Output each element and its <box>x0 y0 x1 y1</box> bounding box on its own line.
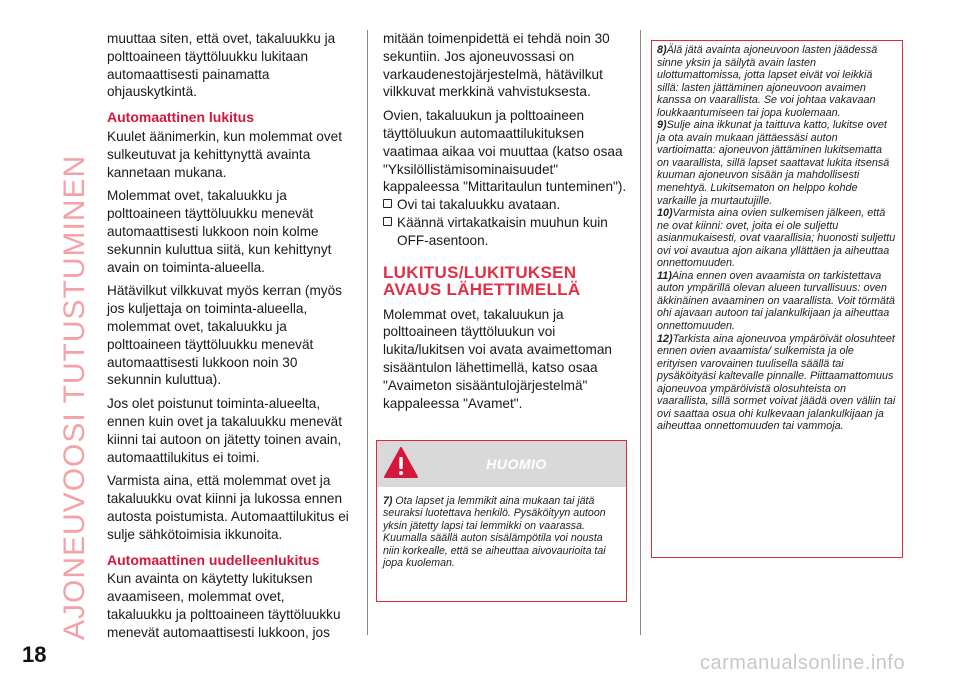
warning-number: 7) <box>383 495 393 507</box>
side-section-title-text: AJONEUVOOSI TUTUSTUMINEN <box>58 154 91 640</box>
warning-body: Ota lapset ja lemmikit aina mukaan tai jätä seuraksi luotettava henkilö. Pysäköityyn autoon yksin jätetty lapsi tai lemmikki on vaarassa. Kuumalla säällä auton sisälämpötila voi nousta niin korkealle, että se aiheuttaa aivovaurioita tai jopa kuoleman. <box>383 495 606 570</box>
text-column-2 <box>383 30 628 418</box>
subheading-automatic-relocking: Automaattinen uudelleenlukitus <box>107 551 320 568</box>
note-number: 9) <box>657 119 667 132</box>
warning-heading: HUOMIO <box>486 456 547 472</box>
note-text: Varmista aina ovien sulkemisen jälkeen, että ne ovat kiinni: ovet, joita ei ole suljettu asianmukaisesti, ovat vaarallisia; huonosti suljettu ovi voi avautua ajon aikana yllättäen ja aiheuttaa onnettomuuden. <box>657 207 896 270</box>
note-text: Sulje aina ikkunat ja taittuva katto, lukitse ovet ja ota avain mukaan jättäessäsi auton vartioimatta: ajoneuvon jättäminen lukitsematta on vaarallista, sillä lapset saattavat lukita itsensä kuuman ajoneuvon sisään ja mahdollisesti menehtyä. Lukitsematon on helppo kohde varkaille ja murtautujille. <box>657 119 890 207</box>
section-title-remote-locking: LUKITUS/LUKITUKSEN AVAUS LÄHETTIMELLÄ <box>383 262 581 299</box>
checkbox-bullet-icon <box>383 199 392 208</box>
note-item <box>657 119 897 207</box>
paragraph: Hätävilkut vilkkuvat myös kerran (myös jos kuljettaja on toiminta-alueella, molemmat ovet, takaluukku ja polttoaineen täyttöluukku menevät automaattisesti lukkoon noin 30 sekunnin kuluttua). <box>107 283 342 388</box>
note-item <box>657 44 897 119</box>
paragraph: Kun avainta on käytetty lukituksen avaamiseen, molemmat ovet, takaluukku ja polttoaineen täyttöluukku menevät automaattisesti lukkoon, jos <box>107 571 341 640</box>
page-number: 18 <box>22 642 47 667</box>
note-number: 10) <box>657 207 673 220</box>
note-item <box>657 207 897 270</box>
warning-box <box>376 440 627 602</box>
warning-header <box>377 441 626 487</box>
bullet-text: Ovi tai takaluukku avataan. <box>397 197 561 213</box>
bullet-text: Käännä virtakatkaisin muuhun kuin OFF-asentoon. <box>397 214 608 248</box>
notes-box <box>651 40 903 558</box>
side-section-title <box>52 30 92 670</box>
note-text: Älä jätä avainta ajoneuvoon lasten jäädessä sinne yksin ja säilytä avain lasten ulottumattomissa, jotta lapset eivät voi leikkiä sillä: lasten jättäminen ajoneuvoon avaimen kanssa on vaarallista. Se voi johtaa vakavaan loukkaantumiseen tai jopa kuolemaan. <box>657 44 878 119</box>
checkbox-bullet-icon <box>383 217 392 226</box>
subheading-automatic-locking: Automaattinen lukitus <box>107 109 255 126</box>
note-item <box>657 333 897 433</box>
note-text: Tarkista aina ajoneuvoa ympäröivät olosuhteet ennen ovien avaamista/ sulkemista ja ole erityisen varovainen tuulisella säällä tai pysäköityäsi kaltevalle pinnalle. Piittaamattomuus ajoneuvoa ympäröivistä olosuhteista on vaarallista, sillä sormet voivat jäädä oven väliin tai ovi saattaa osua ohi kulkevaan jalankulkijaan ja aiheuttaa onnettomuuden tai vammoja. <box>657 332 896 433</box>
column-divider <box>367 30 368 635</box>
watermark[interactable]: carmanualsonline.info <box>700 652 906 674</box>
column-divider <box>640 30 641 635</box>
bullet-item <box>383 196 628 214</box>
text-column-1 <box>107 30 352 648</box>
paragraph: Kuulet äänimerkin, kun molemmat ovet sulkeutuvat ja kehittynyttä avainta kannetaan mukana. <box>107 128 342 180</box>
note-item <box>657 270 897 333</box>
note-number: 12) <box>657 332 673 345</box>
warning-triangle-icon <box>383 446 419 480</box>
paragraph: Molemmat ovet, takaluukun ja polttoaineen täyttöluukun voi lukita/lukitsen voi avata avaimettoman sisääntulon lähettimellä, katso osaa "Avaimeton sisääntulojärjestelmä" kappaleessa "Avamet". <box>383 306 612 411</box>
note-text: Aina ennen oven avaamista on tarkistettava auton ympärillä olevan alueen turvallisuus: oven äkkinäinen avaaminen on vaarallista. Voit törmätä ohi ajavaan autoon tai jalankulkijaan ja aiheuttaa onnettomuuden. <box>657 269 895 333</box>
note-number: 8) <box>657 44 667 56</box>
note-number: 11) <box>657 269 672 282</box>
paragraph: Varmista aina, että molemmat ovet ja takaluukku ovat kiinni ja lukossa ennen autosta poistumista. Automaattilukitus ei sulje sähkötoimisia ikkunoita. <box>107 473 349 542</box>
paragraph: Molemmat ovet, takaluukku ja polttoaineen täyttöluukku menevät automaattisesti lukkoon noin kolme sekunnin kuluttua siitä, kun kehittynyt avain on toiminta-alueella. <box>107 188 332 275</box>
bullet-item <box>383 214 628 250</box>
paragraph: mitään toimenpidettä ei tehdä noin 30 sekuntiin. Jos ajoneuvossasi on varkaudenestojärjestelmä, hätävilkut vilkkuvat merkkinä vahvistuksesta. <box>383 31 610 100</box>
paragraph: muuttaa siten, että ovet, takaluukku ja polttoaineen täyttöluukku lukitaan automaattisesti painamatta ohjauskytkintä. <box>107 31 336 100</box>
paragraph: Jos olet poistunut toiminta-alueelta, ennen kuin ovet ja takaluukku menevät kiinni tai autoon on jätetty toinen avain, automaattilukitus ei toimi. <box>107 396 343 465</box>
paragraph: Ovien, takaluukun ja polttoaineen täyttöluukun automaattilukituksen vaatimaa aikaa voi muuttaa (katso osaa "Yksilöllistämisominaisuudet" kappaleessa "Mittaritaulun tunteminen"). <box>383 108 627 195</box>
warning-text <box>383 495 619 569</box>
